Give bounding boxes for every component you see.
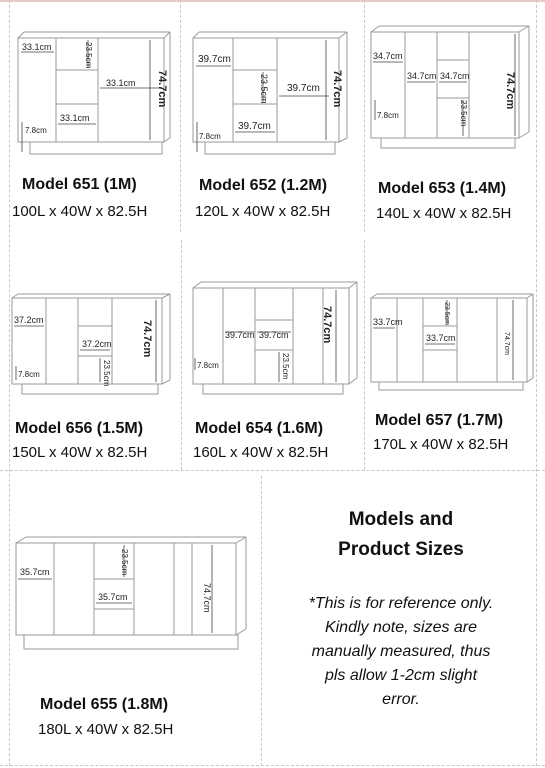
- model-title: Model 655 (1.8M): [40, 696, 169, 713]
- model-dimensions: 180L x 40W x 82.5H: [38, 721, 174, 738]
- model-card-656: [0, 240, 181, 470]
- dimension-label: 7.8cm: [377, 111, 399, 120]
- dimension-label: 23.5cm: [259, 74, 269, 104]
- model-card-651: [0, 0, 180, 232]
- model-title: Model 653 (1.4M): [378, 180, 507, 197]
- dimension-label: 23.5cm: [281, 353, 290, 380]
- dimension-label: 74.7cm: [156, 70, 168, 108]
- dimension-label: 33.1cm: [106, 78, 136, 88]
- model-dimensions: 120L x 40W x 82.5H: [195, 203, 331, 220]
- dimension-label: 23.5cm: [84, 42, 93, 69]
- model-dimensions: 170L x 40W x 82.5H: [373, 436, 509, 453]
- model-dimensions: 100L x 40W x 82.5H: [12, 203, 148, 220]
- model-dimensions: 160L x 40W x 82.5H: [193, 444, 329, 461]
- dimension-label: 33.1cm: [60, 113, 90, 123]
- cabinet-drawing-652: [181, 0, 364, 232]
- dimension-label: 39.7cm: [198, 54, 231, 65]
- dimension-label: 7.8cm: [197, 361, 219, 370]
- info-note: manually measured, thus: [311, 643, 491, 660]
- cabinet-drawing-651: [0, 0, 180, 232]
- dimension-label: 33.1cm: [22, 42, 52, 52]
- model-title: Model 654 (1.6M): [195, 420, 324, 437]
- info-heading: Models and: [348, 509, 454, 530]
- grid-divider: [261, 476, 262, 766]
- dimension-label: 34.7cm: [407, 71, 437, 81]
- dimension-label: 34.7cm: [373, 51, 403, 61]
- dimension-label: 74.7cm: [321, 306, 333, 344]
- dimension-label: 23.5cm: [102, 360, 111, 387]
- dimension-label: 37.2cm: [82, 339, 112, 349]
- dimension-label: 39.7cm: [238, 121, 271, 132]
- dimension-label: 33.7cm: [373, 317, 403, 327]
- model-title: Model 657 (1.7M): [375, 412, 504, 429]
- dimension-label: 74.7cm: [331, 70, 343, 108]
- info-note: pls allow 1-2cm slight: [324, 667, 478, 684]
- model-card-653: [365, 0, 545, 232]
- info-note: *This is for reference only.: [308, 595, 494, 612]
- info-note: Kindly note, sizes are: [324, 619, 478, 636]
- model-title: Model 651 (1M): [22, 176, 137, 193]
- dimension-label: 74.7cm: [503, 332, 510, 355]
- dimension-label: 23.5cm: [443, 302, 450, 325]
- dimension-label: 7.8cm: [199, 132, 221, 141]
- dimension-label: 7.8cm: [25, 126, 47, 135]
- dimension-label: 23.5cm: [459, 100, 468, 127]
- model-dimensions: 140L x 40W x 82.5H: [376, 205, 512, 222]
- dimension-label: 74.7cm: [504, 72, 516, 110]
- model-title: Model 652 (1.2M): [199, 177, 328, 194]
- dimension-label: 74.7cm: [202, 583, 212, 613]
- model-card-652: [181, 0, 364, 232]
- dimension-label: 37.2cm: [14, 315, 44, 325]
- model-card-657: [365, 240, 545, 470]
- dimension-label: 23.5cm: [120, 549, 129, 576]
- info-heading: Product Sizes: [338, 539, 464, 560]
- dimension-label: 34.7cm: [440, 71, 470, 81]
- dimension-label: 35.7cm: [20, 567, 50, 577]
- model-title: Model 656 (1.5M): [15, 420, 144, 437]
- dimension-label: 35.7cm: [98, 592, 128, 602]
- dimension-label: 39.7cm: [259, 330, 289, 340]
- dimension-label: 7.8cm: [18, 370, 40, 379]
- dimension-label: 39.7cm: [225, 330, 255, 340]
- dimension-label: 39.7cm: [287, 83, 320, 94]
- dimension-label: 33.7cm: [426, 333, 456, 343]
- model-dimensions: 150L x 40W x 82.5H: [12, 444, 148, 461]
- dimension-label: 74.7cm: [141, 320, 153, 358]
- model-card-654: [181, 240, 364, 470]
- model-card-655: [0, 471, 261, 766]
- info-note: error.: [382, 691, 420, 708]
